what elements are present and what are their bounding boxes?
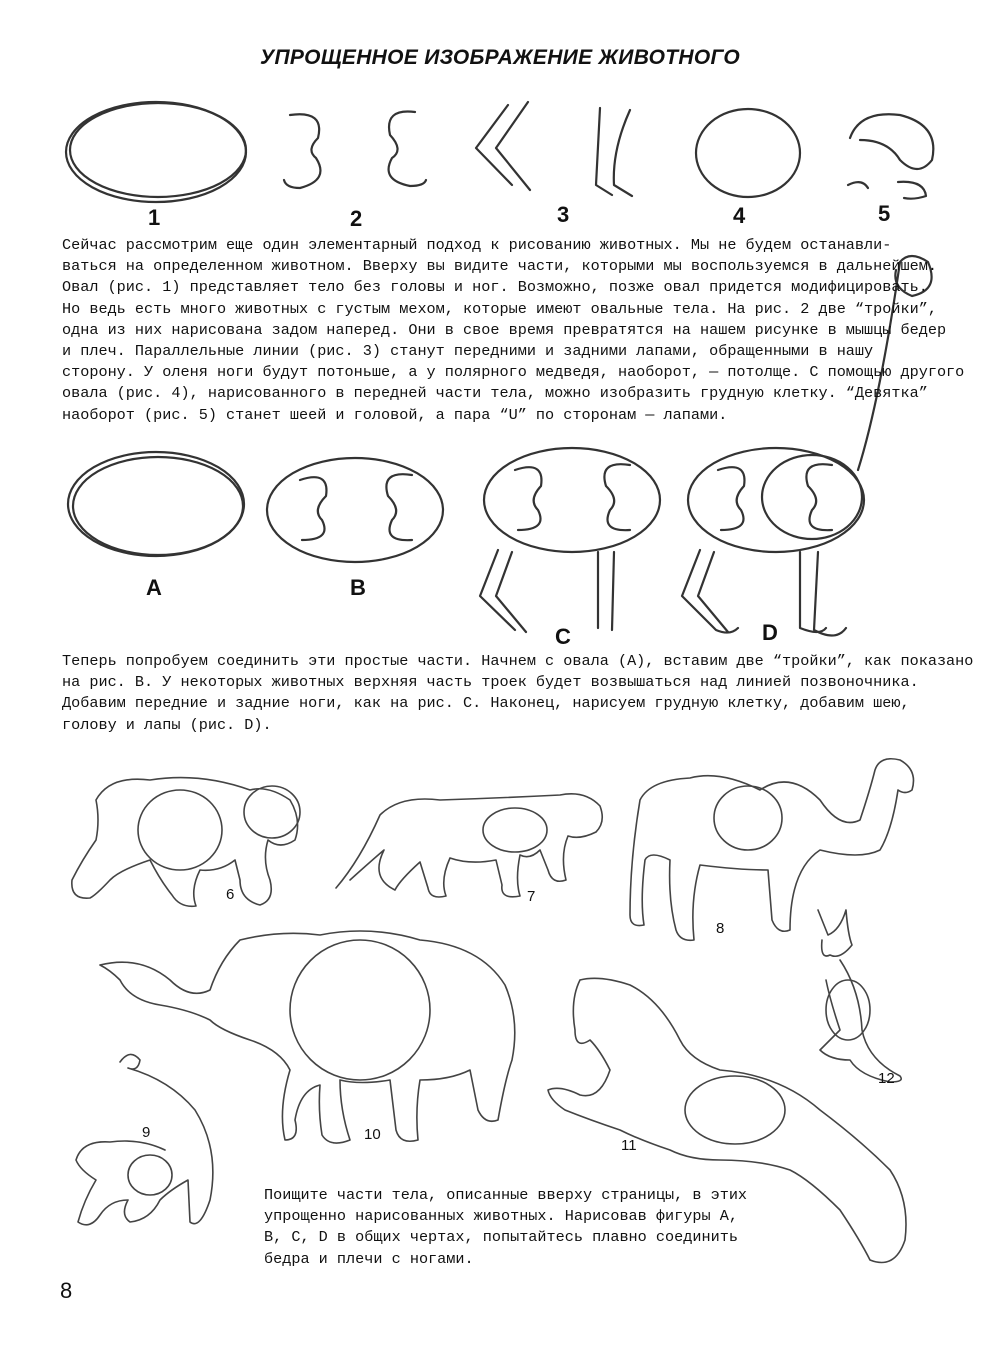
label-figC: C bbox=[555, 624, 571, 649]
label-animal7: 7 bbox=[527, 888, 536, 905]
label-animal9: 9 bbox=[142, 1124, 151, 1141]
label-animal10: 10 bbox=[364, 1126, 381, 1143]
figB bbox=[267, 458, 443, 562]
paragraph-line: на рис. B. У некоторых животных верхняя часть троек будет возвышаться над линией позвоночника. bbox=[62, 673, 919, 692]
label-animal6: 6 bbox=[226, 886, 235, 903]
label-animal8: 8 bbox=[716, 920, 725, 937]
paragraph-line: Овал (рис. 1) представляет тело без головы и ног. Возможно, позже овал придется модифицировать. bbox=[62, 278, 928, 297]
label-fig5: 5 bbox=[878, 201, 891, 226]
figA-oval bbox=[68, 452, 244, 556]
animal7-lioness bbox=[336, 794, 602, 897]
paragraph-intro bbox=[62, 235, 965, 426]
paragraph-line: Поищите части тела, описанные вверху страницы, в этих bbox=[264, 1186, 748, 1204]
paragraph-line: сторону. У оленя ноги будут потоньше, а у полярного медведя, наоборот, — потолще. С помощью другого bbox=[62, 363, 965, 382]
paragraph-line: одна из них нарисована задом наперед. Они в свое время превратятся на нашем рисунке в мышцы бедер bbox=[62, 320, 947, 339]
label-fig1: 1 bbox=[148, 205, 161, 230]
label-fig3: 3 bbox=[557, 202, 570, 227]
paragraph-line: упрощенно нарисованных животных. Нарисовав фигуры A, bbox=[264, 1207, 738, 1226]
fig4-oval bbox=[696, 109, 800, 197]
animal8-camel bbox=[630, 759, 914, 941]
paragraph-line: Теперь попробуем соединить эти простые части. Начнем с овала (A), вставим две “тройки”, как показано bbox=[62, 652, 974, 670]
fig2-threes bbox=[284, 111, 426, 188]
label-fig2: 2 bbox=[350, 206, 363, 231]
fig1-oval bbox=[66, 102, 246, 202]
fig3-lines bbox=[476, 102, 632, 196]
paragraph-exercise bbox=[264, 1185, 784, 1270]
figC bbox=[480, 448, 660, 632]
label-fig4: 4 bbox=[733, 203, 746, 228]
paragraph-line: овала (рис. 4), нарисованного в передней части тела, можно изобразить грудную клетку. “Девятка” bbox=[62, 384, 928, 403]
paragraph-line: Добавим передние и задние ноги, как на рис. C. Наконец, нарисуем грудную клетку, добавим шею, bbox=[62, 694, 910, 713]
label-figB: B bbox=[350, 575, 366, 600]
page-title: УПРОЩЕННОЕ ИЗОБРАЖЕНИЕ ЖИВОТНОГО bbox=[259, 46, 741, 69]
animal12-kangaroo bbox=[818, 910, 901, 1082]
animal10-elephant bbox=[100, 931, 515, 1143]
label-animal11: 11 bbox=[621, 1137, 637, 1154]
label-figD: D bbox=[762, 620, 778, 645]
animal6-bear bbox=[72, 778, 300, 907]
paragraph-line: Но ведь есть много животных с густым мехом, которые имеют овальные тела. На рис. 2 две “тройки”, bbox=[62, 299, 937, 318]
paragraph-line: наоборот (рис. 5) станет шеей и головой, а пара “U” по сторонам — лапами. bbox=[62, 405, 728, 424]
label-figA: A bbox=[146, 575, 162, 600]
paragraph-line: голову и лапы (рис. D). bbox=[62, 715, 272, 734]
label-animal12: 12 bbox=[878, 1070, 895, 1087]
paragraph-line: ваться на определенном животном. Вверху вы видите части, которыми мы воспользуемся в дальнейшем. bbox=[62, 257, 937, 276]
paragraph-steps bbox=[62, 651, 974, 736]
paragraph-line: B, C, D в общих чертах, попытайтесь плавно соединить bbox=[264, 1228, 738, 1247]
paragraph-line: бедра и плечи с ногами. bbox=[264, 1249, 474, 1268]
page-number: 8 bbox=[60, 1278, 73, 1303]
fig5-nine bbox=[848, 114, 933, 198]
paragraph-line: Сейчас рассмотрим еще один элементарный подход к рисованию животных. Мы не будем останавли- bbox=[62, 236, 892, 254]
paragraph-line: и плеч. Параллельные линии (рис. 3) станут передними и задними лапами, обращенными в нашу bbox=[62, 342, 874, 361]
